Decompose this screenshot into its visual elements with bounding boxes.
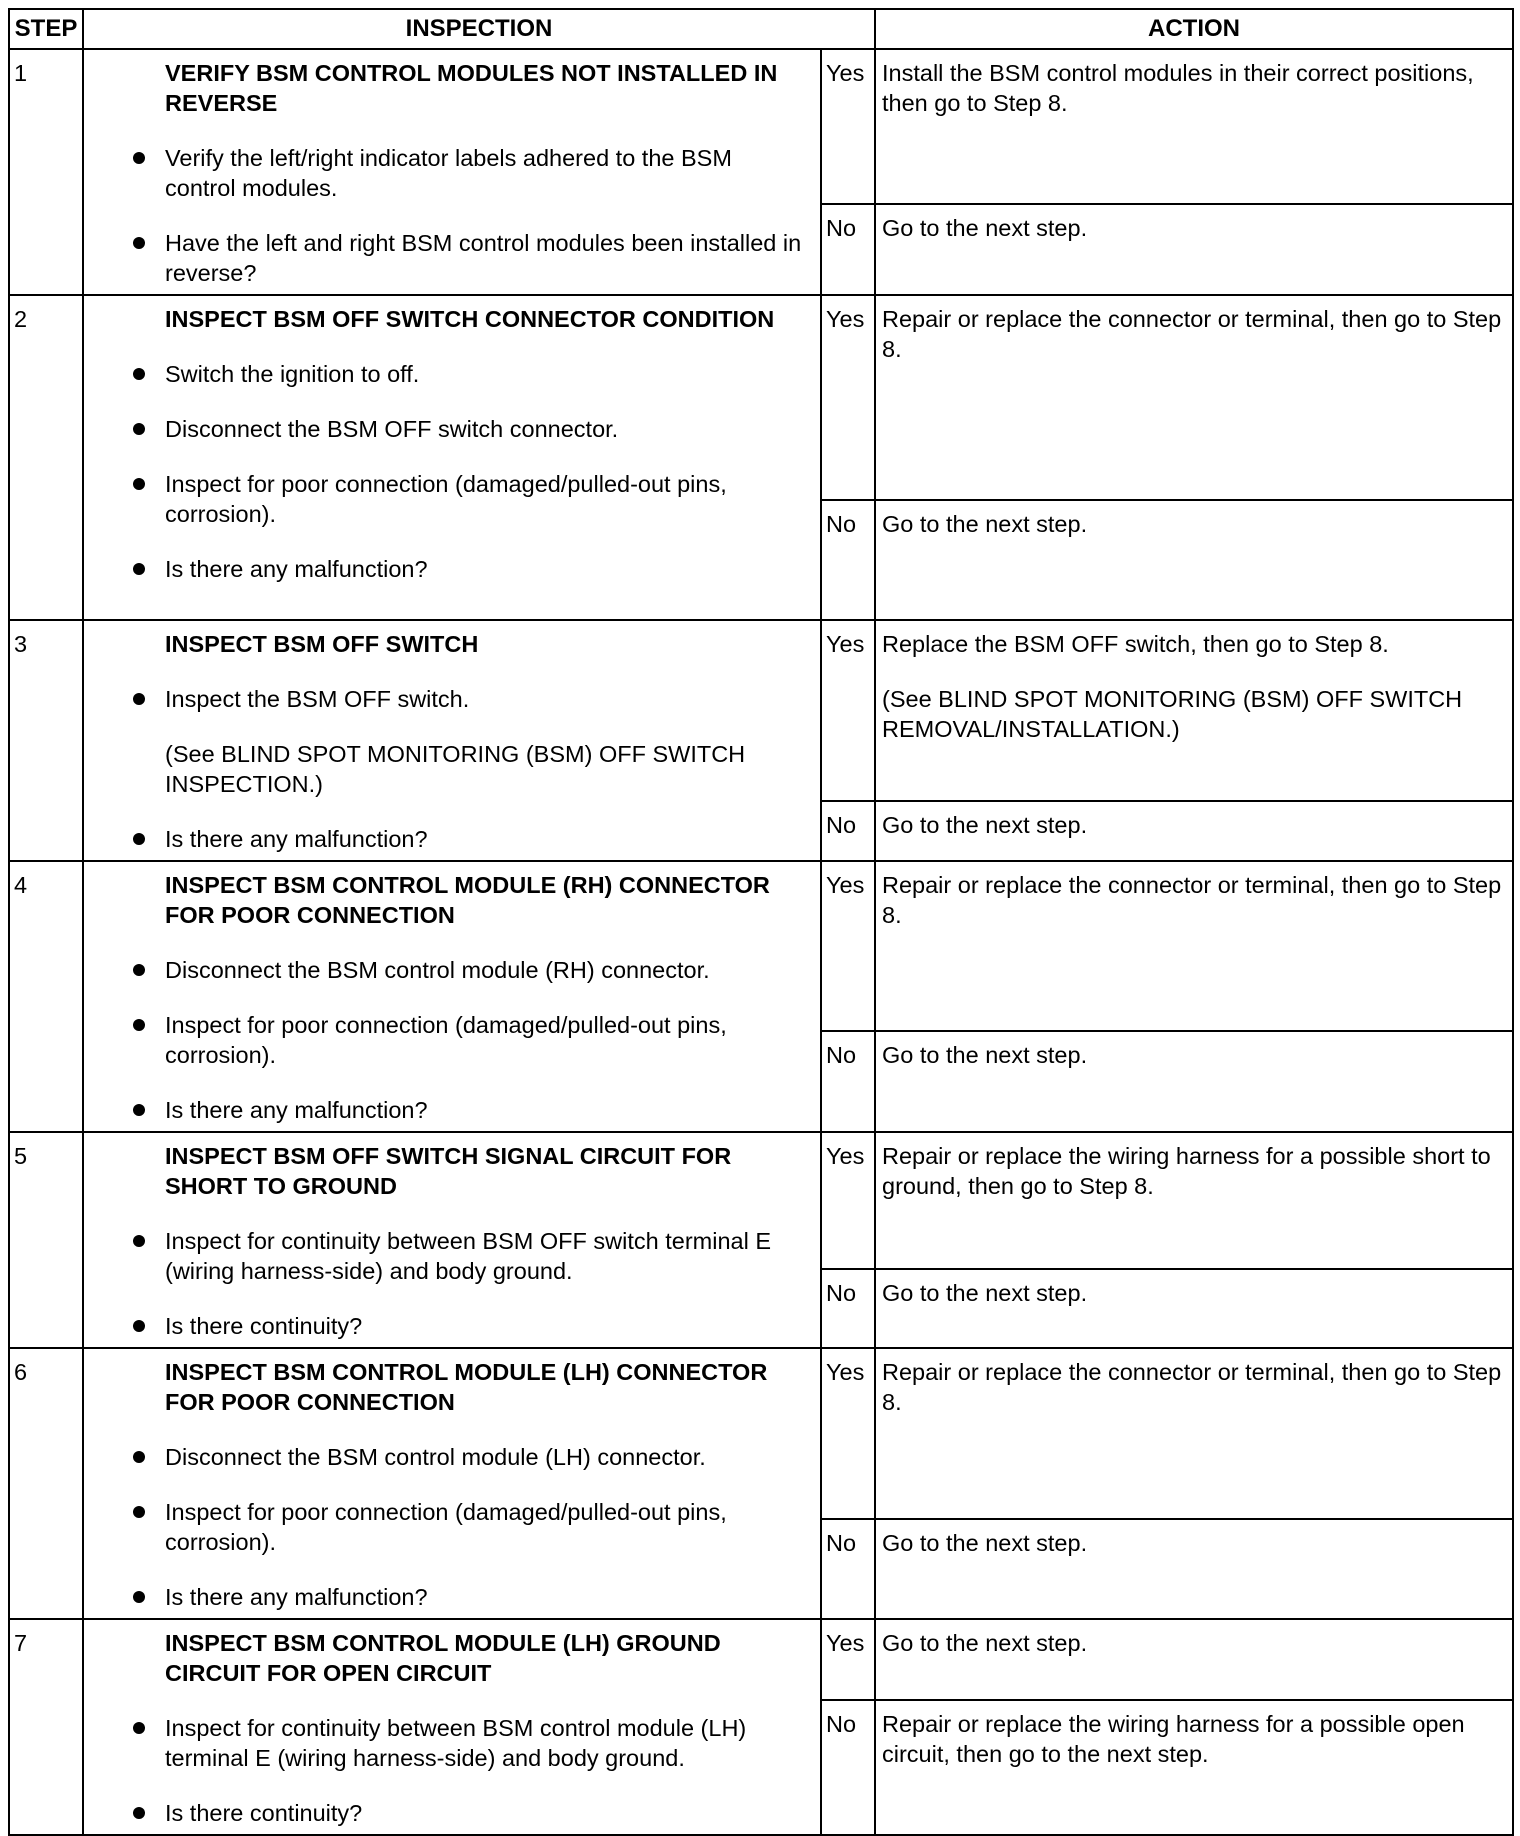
action-text: Go to the next step.: [882, 811, 1088, 838]
no-label: No: [821, 1700, 875, 1835]
step-number: 5: [9, 1132, 83, 1348]
action-text: Go to the next step.: [882, 1529, 1088, 1556]
bullet-icon: [133, 237, 145, 249]
bullet-icon: [133, 368, 145, 380]
bullet-icon: [133, 833, 145, 845]
no-action: [875, 1031, 1513, 1132]
inspection-item: [96, 684, 808, 714]
inspection-item-text: Inspect for continuity between BSM OFF switch terminal E (wiring harness-side) and body ground.: [165, 1228, 772, 1284]
bullet-icon: [133, 1019, 145, 1031]
yes-label: Yes: [821, 1619, 875, 1700]
action-text: Repair or replace the wiring harness for a possible short to ground, then go to Step 8.: [882, 1143, 1491, 1199]
inspection-item: [96, 955, 808, 985]
inspection-cell: [83, 49, 821, 295]
inspection-item: [96, 1095, 808, 1125]
action-text: Go to the next step.: [882, 1280, 1088, 1307]
inspection-item-text: Is there any malfunction?: [165, 826, 428, 852]
inspection-item-text: Is there continuity?: [165, 1800, 363, 1826]
inspection-item-text: Is there continuity?: [165, 1313, 363, 1339]
no-action: [875, 500, 1513, 620]
inspection-item: [96, 1010, 808, 1070]
inspection-title: INSPECT BSM OFF SWITCH CONNECTOR CONDITION: [165, 306, 775, 332]
inspection-item: [96, 359, 808, 389]
step-number: 4: [9, 861, 83, 1132]
inspection-title: INSPECT BSM OFF SWITCH SIGNAL CIRCUIT FOR SHORT TO GROUND: [165, 1143, 732, 1199]
bullet-icon: [133, 1451, 145, 1463]
action-text: Repair or replace the wiring harness for a possible open circuit, then go to the next step.: [882, 1710, 1465, 1767]
no-action: [875, 1269, 1513, 1348]
inspection-cell: [83, 1132, 821, 1348]
inspection-item-text: Is there any malfunction?: [165, 556, 428, 582]
bullet-icon: [133, 1591, 145, 1603]
step-row-yes: [9, 620, 1513, 801]
inspection-cell: [83, 620, 821, 861]
step-row-yes: [9, 1132, 1513, 1269]
yes-label: Yes: [821, 620, 875, 801]
inspection-item: [96, 414, 808, 444]
inspection-item: [96, 1582, 808, 1612]
bullet-icon: [133, 1320, 145, 1332]
inspection-items: [96, 1442, 808, 1612]
step-number: 6: [9, 1348, 83, 1619]
inspection-items: [96, 955, 808, 1125]
yes-action: [875, 620, 1513, 801]
inspection-item: [96, 228, 808, 288]
yes-label: Yes: [821, 295, 875, 500]
no-label: No: [821, 1519, 875, 1619]
no-label: No: [821, 1031, 875, 1132]
inspection-cell: [83, 1348, 821, 1619]
yes-label: Yes: [821, 1348, 875, 1519]
action-text: Go to the next step.: [882, 1041, 1088, 1068]
action-text: Go to the next step.: [882, 214, 1088, 241]
action-text: Go to the next step.: [882, 1630, 1088, 1656]
bullet-icon: [133, 693, 145, 705]
header-inspection: INSPECTION: [83, 9, 875, 49]
inspection-item-text: Disconnect the BSM control module (RH) connector.: [165, 957, 710, 983]
inspection-title: VERIFY BSM CONTROL MODULES NOT INSTALLED IN REVERSE: [165, 60, 778, 116]
inspection-items: [96, 143, 808, 288]
yes-action: [875, 1348, 1513, 1519]
inspection-item-text: Have the left and right BSM control modules been installed in reverse?: [165, 230, 802, 286]
inspection-item-text: Inspect the BSM OFF switch.: [165, 686, 470, 712]
bullet-icon: [133, 478, 145, 490]
inspection-title: INSPECT BSM CONTROL MODULE (LH) CONNECTOR FOR POOR CONNECTION: [165, 1359, 768, 1415]
inspection-item: [96, 469, 808, 529]
action-text: Install the BSM control modules in their correct positions, then go to Step 8.: [882, 60, 1474, 116]
inspection-note: (See BLIND SPOT MONITORING (BSM) OFF SWITCH INSPECTION.): [165, 741, 746, 797]
step-row-yes: [9, 295, 1513, 500]
inspection-procedure-table: [8, 8, 1514, 1836]
inspection-item-text: Inspect for poor connection (damaged/pulled-out pins, corrosion).: [165, 1012, 727, 1068]
yes-label: Yes: [821, 1132, 875, 1269]
bullet-icon: [133, 563, 145, 575]
step-number: 1: [9, 49, 83, 295]
header-step: STEP: [9, 9, 83, 49]
inspection-items: [96, 1713, 808, 1828]
inspection-cell: [83, 1619, 821, 1835]
inspection-items: [96, 1226, 808, 1341]
bullet-icon: [133, 1506, 145, 1518]
table-header-row: [9, 9, 1513, 49]
yes-label: Yes: [821, 861, 875, 1031]
inspection-item-text: Switch the ignition to off.: [165, 361, 420, 387]
inspection-title: INSPECT BSM CONTROL MODULE (RH) CONNECTOR FOR POOR CONNECTION: [165, 872, 770, 928]
inspection-cell: [83, 861, 821, 1132]
no-label: No: [821, 500, 875, 620]
header-action: ACTION: [875, 9, 1513, 49]
inspection-item: [96, 143, 808, 203]
inspection-item-text: Inspect for poor connection (damaged/pulled-out pins, corrosion).: [165, 471, 727, 527]
action-text: Repair or replace the connector or terminal, then go to Step 8.: [882, 306, 1502, 362]
step-number: 2: [9, 295, 83, 620]
no-label: No: [821, 801, 875, 861]
inspection-item: [96, 1713, 808, 1773]
inspection-title: INSPECT BSM OFF SWITCH: [165, 631, 479, 657]
inspection-item-text: Is there any malfunction?: [165, 1584, 428, 1610]
bullet-icon: [133, 964, 145, 976]
no-label: No: [821, 204, 875, 295]
inspection-item: [96, 1798, 808, 1828]
inspection-items: [96, 684, 808, 714]
inspection-item: [96, 1497, 808, 1557]
inspection-item-text: Inspect for poor connection (damaged/pulled-out pins, corrosion).: [165, 1499, 727, 1555]
step-number: 7: [9, 1619, 83, 1835]
yes-action: [875, 861, 1513, 1031]
inspection-item: [96, 1442, 808, 1472]
action-text: Repair or replace the connector or terminal, then go to Step 8.: [882, 1359, 1502, 1415]
inspection-item-text: Is there any malfunction?: [165, 1097, 428, 1123]
bullet-icon: [133, 152, 145, 164]
inspection-item: [96, 1226, 808, 1286]
table-body: [9, 49, 1513, 1835]
step-row-yes: [9, 1619, 1513, 1700]
action-text: Repair or replace the connector or terminal, then go to Step 8.: [882, 872, 1502, 928]
no-action: [875, 801, 1513, 861]
no-action: [875, 1519, 1513, 1619]
step-number: 3: [9, 620, 83, 861]
inspection-item: [96, 824, 808, 854]
inspection-items: [96, 359, 808, 584]
no-action: [875, 204, 1513, 295]
action-text: Go to the next step.: [882, 511, 1088, 537]
inspection-item-text: Verify the left/right indicator labels adhered to the BSM control modules.: [165, 145, 732, 201]
inspection-item: [96, 1311, 808, 1341]
action-text: Replace the BSM OFF switch, then go to Step 8.: [882, 631, 1389, 657]
no-action: [875, 1700, 1513, 1835]
action-note: (See BLIND SPOT MONITORING (BSM) OFF SWITCH REMOVAL/INSTALLATION.): [882, 686, 1463, 742]
inspection-item: [96, 554, 808, 584]
bullet-icon: [133, 1807, 145, 1819]
step-row-yes: [9, 49, 1513, 204]
step-row-yes: [9, 861, 1513, 1031]
yes-action: [875, 1619, 1513, 1700]
inspection-cell: [83, 295, 821, 620]
yes-label: Yes: [821, 49, 875, 204]
step-row-yes: [9, 1348, 1513, 1519]
inspection-item-text: Disconnect the BSM OFF switch connector.: [165, 416, 619, 442]
yes-action: [875, 49, 1513, 204]
bullet-icon: [133, 1104, 145, 1116]
yes-action: [875, 1132, 1513, 1269]
bullet-icon: [133, 423, 145, 435]
inspection-item-text: Disconnect the BSM control module (LH) connector.: [165, 1444, 706, 1470]
bullet-icon: [133, 1235, 145, 1247]
inspection-title: INSPECT BSM CONTROL MODULE (LH) GROUND CIRCUIT FOR OPEN CIRCUIT: [165, 1630, 721, 1686]
no-label: No: [821, 1269, 875, 1348]
inspection-item-text: Inspect for continuity between BSM control module (LH) terminal E (wiring harness-side) and body ground.: [165, 1715, 747, 1771]
bullet-icon: [133, 1722, 145, 1734]
yes-action: [875, 295, 1513, 500]
procedure-page: [8, 8, 1512, 1836]
inspection-items: [96, 824, 808, 854]
